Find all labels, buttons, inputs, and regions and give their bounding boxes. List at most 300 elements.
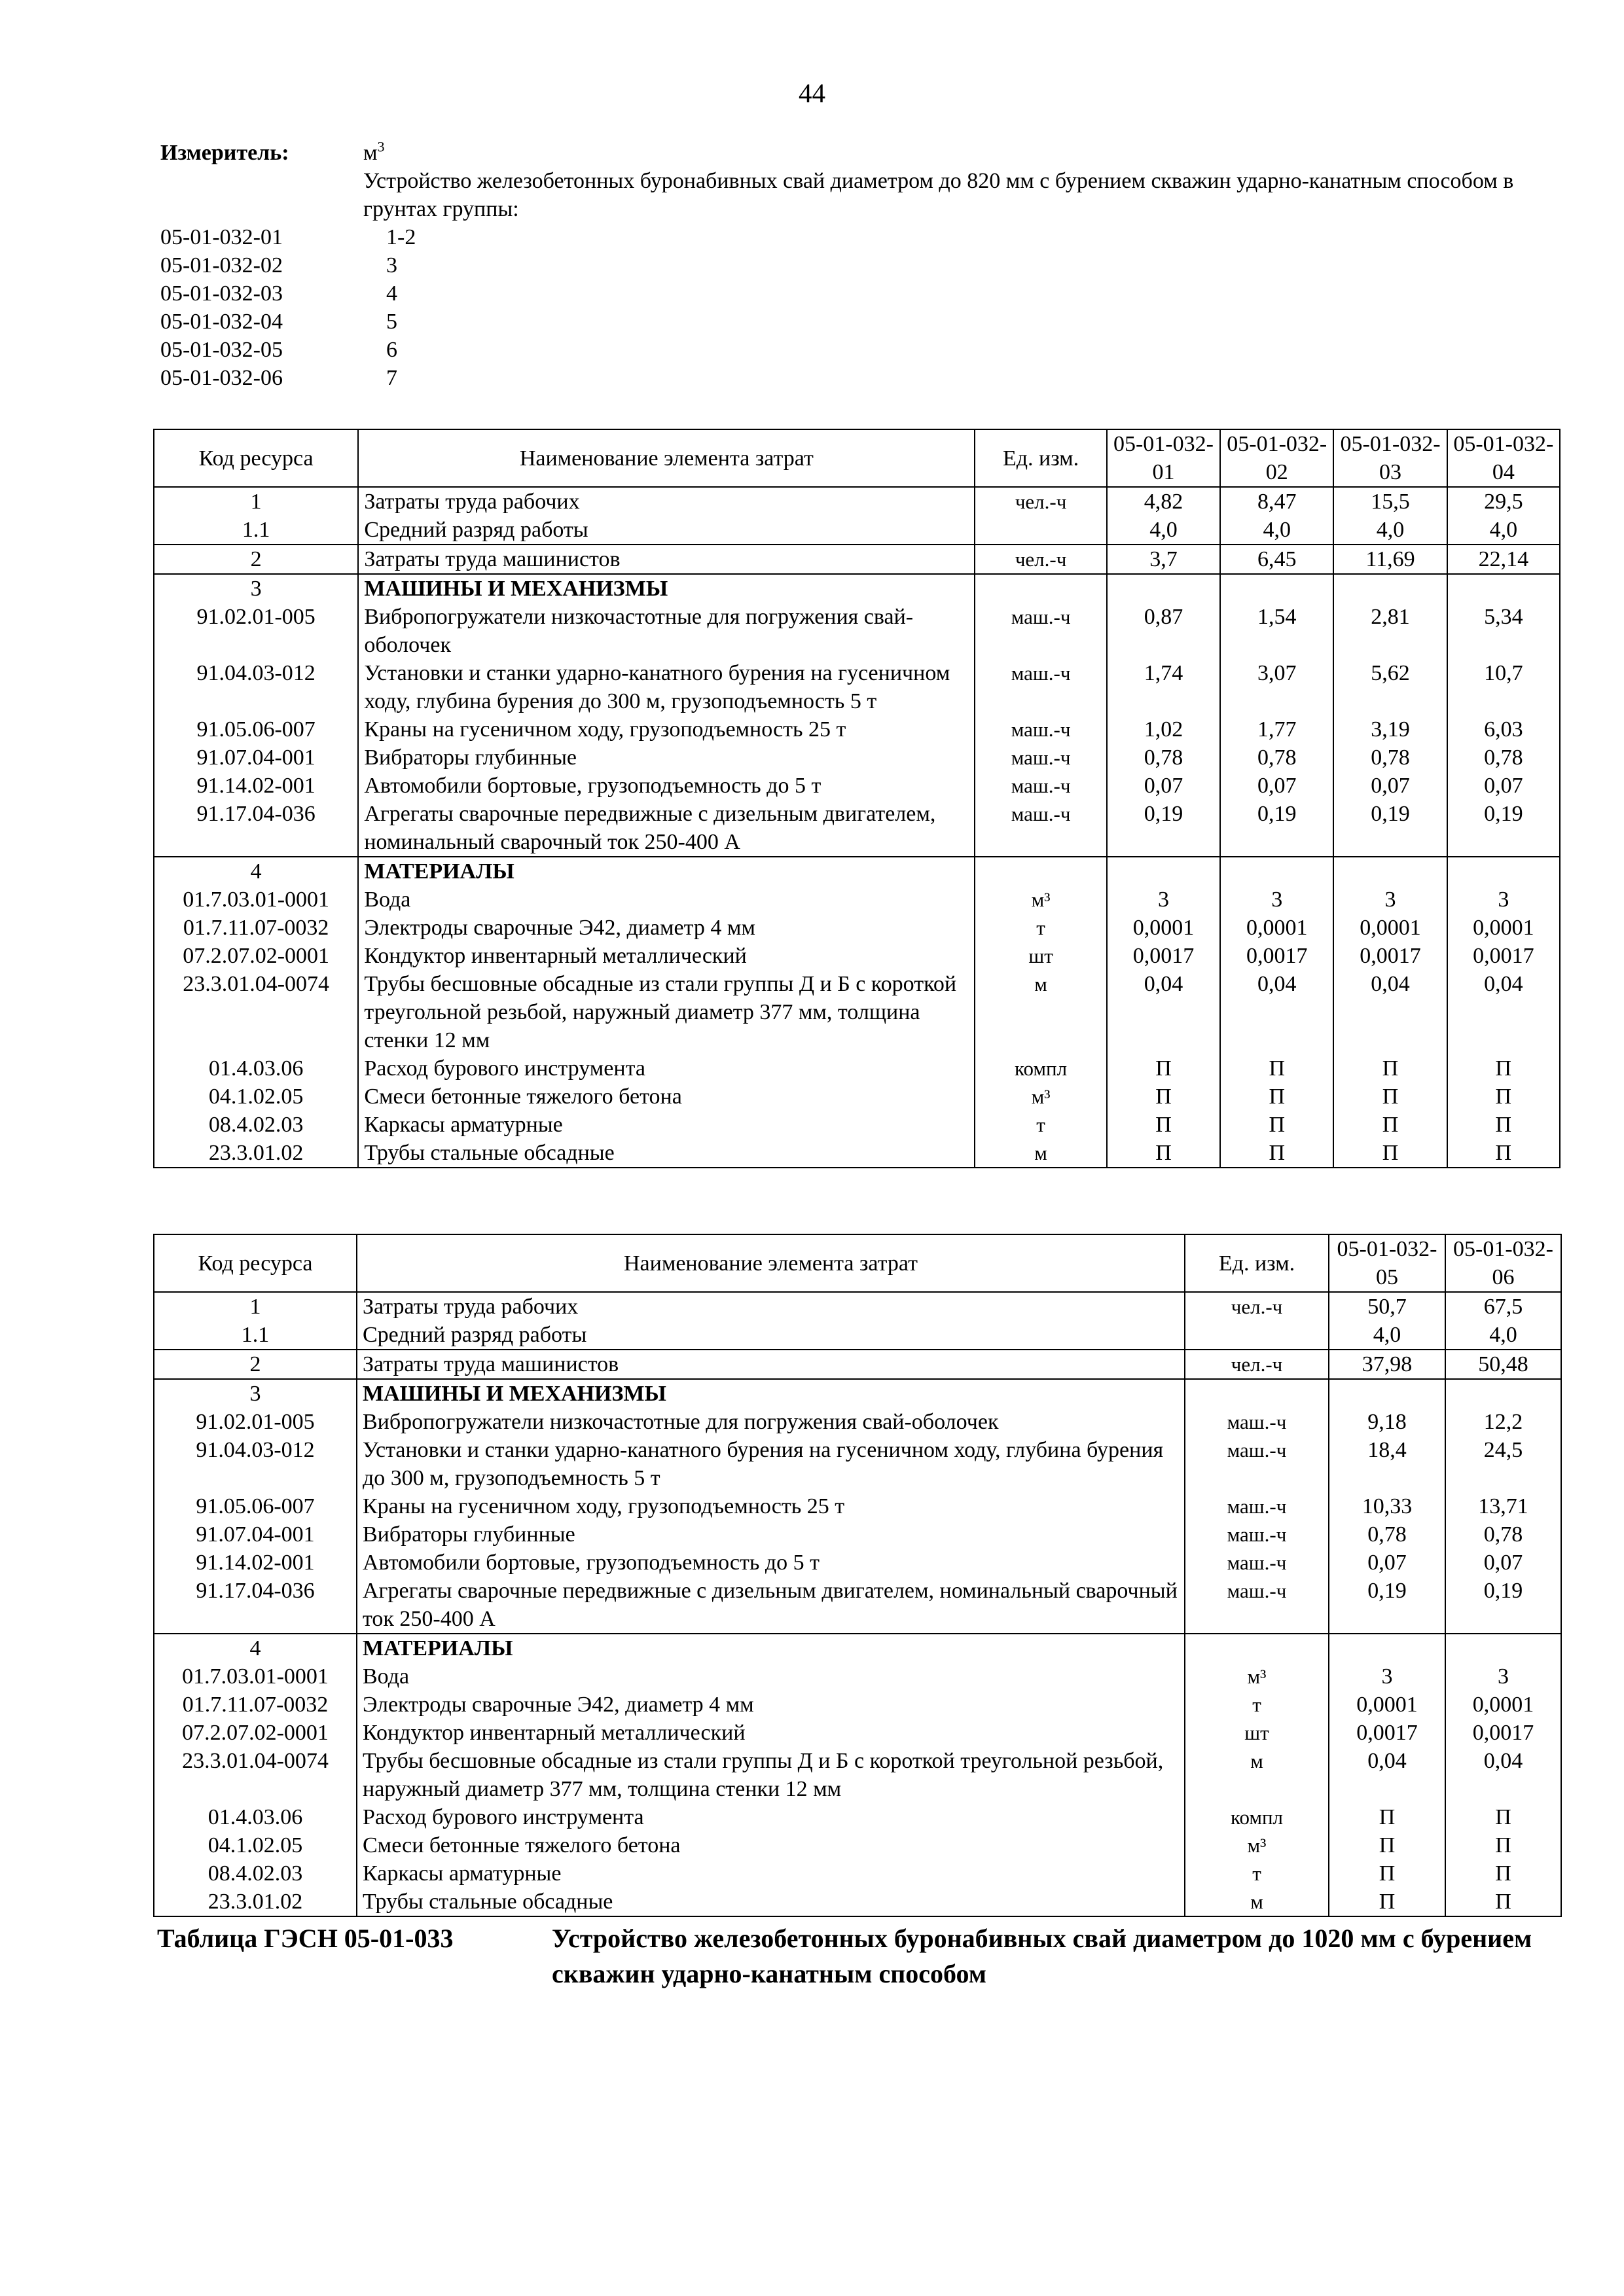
resource-value: П (1329, 1831, 1445, 1859)
resource-code: 1 (154, 487, 358, 516)
resource-unit (975, 857, 1107, 886)
resource-value: 6,45 (1220, 545, 1333, 574)
resource-value (1333, 574, 1447, 603)
resource-value: 0,19 (1445, 1577, 1561, 1634)
resource-value: 0,19 (1329, 1577, 1445, 1634)
resource-code: 04.1.02.05 (154, 1083, 358, 1111)
table-row (154, 1719, 1561, 1747)
resource-value: 1,54 (1220, 603, 1333, 659)
resource-value: 0,0001 (1447, 914, 1560, 942)
page-number: 44 (799, 78, 825, 108)
resource-name: Установки и станки ударно-канатного бурения на гусеничном ходу, глубина бурения до 300 м, грузоподъемность 5 т (357, 1436, 1185, 1492)
table-row (154, 1831, 1561, 1859)
resource-code: 01.7.03.01-0001 (154, 886, 358, 914)
resource-table-1 (153, 429, 1561, 1168)
header-col: 05-01-032-05 (1329, 1234, 1445, 1292)
resource-name: МАТЕРИАЛЫ (358, 857, 975, 886)
table-row (154, 1321, 1561, 1350)
resource-name: Смеси бетонные тяжелого бетона (358, 1083, 975, 1111)
resource-unit: м (975, 970, 1107, 1054)
resource-value: П (1445, 1803, 1561, 1831)
table-row (154, 1139, 1560, 1168)
resource-value: 1,74 (1107, 659, 1220, 715)
header-code: Код ресурса (154, 1234, 357, 1292)
resource-name: Трубы стальные обсадные (358, 1139, 975, 1168)
resource-value (1220, 857, 1333, 886)
resource-code: 04.1.02.05 (154, 1831, 357, 1859)
measure-code-row (160, 279, 1535, 308)
resource-value (1447, 574, 1560, 603)
measure-code-row (160, 364, 1535, 392)
resource-value: 4,82 (1107, 487, 1220, 516)
table-row (154, 715, 1560, 744)
resource-unit: маш.-ч (1185, 1492, 1329, 1520)
resource-name: Установки и станки ударно-канатного бурения на гусеничном ходу, глубина бурения до 300 м, грузоподъемность 5 т (358, 659, 975, 715)
resource-unit: маш.-ч (975, 659, 1107, 715)
resource-value: 0,0017 (1333, 942, 1447, 970)
resource-value: 67,5 (1445, 1292, 1561, 1321)
resource-value (1220, 574, 1333, 603)
resource-unit: т (975, 914, 1107, 942)
resource-value: 1,77 (1220, 715, 1333, 744)
resource-value: П (1445, 1888, 1561, 1916)
resource-code: 91.04.03-012 (154, 1436, 357, 1492)
resource-value: 11,69 (1333, 545, 1447, 574)
resource-unit: м³ (1185, 1831, 1329, 1859)
resource-value: 0,78 (1220, 744, 1333, 772)
measure-soil-group: 5 (386, 310, 397, 334)
resource-code: 23.3.01.04-0074 (154, 1747, 357, 1803)
resource-name: Средний разряд работы (357, 1321, 1185, 1350)
table-row (154, 1350, 1561, 1379)
resource-code: 4 (154, 1634, 357, 1662)
resource-value: 22,14 (1447, 545, 1560, 574)
resource-value: П (1329, 1859, 1445, 1888)
resource-name: Вода (358, 886, 975, 914)
next-table-caption (157, 1921, 1545, 1992)
header-unit: Ед. изм. (1185, 1234, 1329, 1292)
resource-value: 0,19 (1107, 800, 1220, 857)
resource-value: П (1447, 1139, 1560, 1168)
measure-code: 05-01-032-05 (160, 338, 283, 362)
table-row (154, 1803, 1561, 1831)
header-col: 05-01-032-06 (1445, 1234, 1561, 1292)
resource-value: 0,0017 (1329, 1719, 1445, 1747)
table-row (154, 1408, 1561, 1436)
measure-code: 05-01-032-06 (160, 366, 283, 390)
resource-value: 4,0 (1445, 1321, 1561, 1350)
header-name: Наименование элемента затрат (358, 429, 975, 487)
header-name: Наименование элемента затрат (357, 1234, 1185, 1292)
resource-value: П (1333, 1054, 1447, 1083)
table-row (154, 1054, 1560, 1083)
table-row (154, 1083, 1560, 1111)
resource-value: 0,04 (1329, 1747, 1445, 1803)
resource-value: 12,2 (1445, 1408, 1561, 1436)
measure-code: 05-01-032-01 (160, 225, 283, 249)
table-row (154, 800, 1560, 857)
resource-code: 1.1 (154, 1321, 357, 1350)
resource-name: Вибраторы глубинные (357, 1520, 1185, 1549)
measure-code-row (160, 336, 1535, 364)
resource-code: 91.05.06-007 (154, 715, 358, 744)
resource-value: 37,98 (1329, 1350, 1445, 1379)
resource-value: 0,78 (1333, 744, 1447, 772)
resource-value (1107, 574, 1220, 603)
resource-value: 50,7 (1329, 1292, 1445, 1321)
measure-block (160, 139, 1535, 392)
measure-soil-group: 1-2 (386, 225, 416, 249)
resource-value: 3 (1107, 886, 1220, 914)
resource-code: 08.4.02.03 (154, 1111, 358, 1139)
resource-unit: м (1185, 1888, 1329, 1916)
resource-value: 0,0001 (1220, 914, 1333, 942)
resource-code: 3 (154, 574, 358, 603)
resource-unit (975, 574, 1107, 603)
resource-code: 1 (154, 1292, 357, 1321)
resource-value: 3,07 (1220, 659, 1333, 715)
resource-unit: маш.-ч (1185, 1549, 1329, 1577)
resource-unit: маш.-ч (975, 800, 1107, 857)
resource-value: П (1329, 1888, 1445, 1916)
resource-code: 91.14.02-001 (154, 772, 358, 800)
measure-code-list (160, 223, 1535, 392)
resource-value: 24,5 (1445, 1436, 1561, 1492)
resource-value (1107, 857, 1220, 886)
table-row (154, 1549, 1561, 1577)
resource-value: 10,7 (1447, 659, 1560, 715)
resource-value: 0,0017 (1447, 942, 1560, 970)
resource-value: 0,78 (1445, 1520, 1561, 1549)
resource-value: П (1447, 1083, 1560, 1111)
resource-unit: т (1185, 1691, 1329, 1719)
table-row (154, 545, 1560, 574)
resource-value: 0,04 (1445, 1747, 1561, 1803)
measure-code: 05-01-032-04 (160, 310, 283, 334)
table-row (154, 1888, 1561, 1916)
resource-name: Трубы бесшовные обсадные из стали группы Д и Б с короткой треугольной резьбой, наружный диаметр 377 мм, толщина стенки 12 мм (358, 970, 975, 1054)
resource-value (1445, 1634, 1561, 1662)
resource-value: 0,04 (1220, 970, 1333, 1054)
resource-code: 01.7.11.07-0032 (154, 1691, 357, 1719)
resource-value: 18,4 (1329, 1436, 1445, 1492)
resource-unit: т (1185, 1859, 1329, 1888)
resource-name: Трубы бесшовные обсадные из стали группы Д и Б с короткой треугольной резьбой, наружный диаметр 377 мм, толщина стенки 12 мм (357, 1747, 1185, 1803)
resource-unit: т (975, 1111, 1107, 1139)
resource-value: 3,7 (1107, 545, 1220, 574)
resource-name: Средний разряд работы (358, 516, 975, 545)
resource-name: МАШИНЫ И МЕХАНИЗМЫ (358, 574, 975, 603)
table-row (154, 1577, 1561, 1634)
resource-unit: м³ (1185, 1662, 1329, 1691)
resource-code: 07.2.07.02-0001 (154, 1719, 357, 1747)
resource-unit (1185, 1379, 1329, 1408)
table-row (154, 1520, 1561, 1549)
resource-code: 01.7.11.07-0032 (154, 914, 358, 942)
resource-value: 0,07 (1329, 1549, 1445, 1577)
resource-value: 0,0001 (1333, 914, 1447, 942)
table-row (154, 1662, 1561, 1691)
resource-name: Затраты труда рабочих (357, 1292, 1185, 1321)
resource-name: Кондуктор инвентарный металлический (358, 942, 975, 970)
header-col: 05-01-032-01 (1107, 429, 1220, 487)
measure-code-row (160, 223, 1535, 251)
measure-code: 05-01-032-02 (160, 253, 283, 278)
resource-code: 4 (154, 857, 358, 886)
resource-unit: м³ (975, 886, 1107, 914)
resource-code: 23.3.01.02 (154, 1139, 358, 1168)
resource-unit: шт (975, 942, 1107, 970)
resource-table-2 (153, 1234, 1562, 1917)
measure-soil-group: 6 (386, 338, 397, 362)
resource-value: 3 (1329, 1662, 1445, 1691)
resource-value: 0,78 (1107, 744, 1220, 772)
measure-soil-group: 3 (386, 253, 397, 278)
resource-value: 0,19 (1447, 800, 1560, 857)
resource-value: П (1220, 1111, 1333, 1139)
resource-name: Краны на гусеничном ходу, грузоподъемность 25 т (358, 715, 975, 744)
resource-name: Кондуктор инвентарный металлический (357, 1719, 1185, 1747)
table-row (154, 603, 1560, 659)
resource-unit: маш.-ч (1185, 1436, 1329, 1492)
resource-value: 0,78 (1447, 744, 1560, 772)
table-row (154, 772, 1560, 800)
table-row (154, 659, 1560, 715)
resource-value: 15,5 (1333, 487, 1447, 516)
resource-code: 91.14.02-001 (154, 1549, 357, 1577)
resource-value: 3 (1220, 886, 1333, 914)
resource-value: 0,07 (1333, 772, 1447, 800)
resource-value: П (1333, 1139, 1447, 1168)
resource-value: 0,04 (1333, 970, 1447, 1054)
resource-code: 91.07.04-001 (154, 1520, 357, 1549)
resource-unit (1185, 1634, 1329, 1662)
table-row (154, 487, 1560, 516)
resource-code: 91.17.04-036 (154, 1577, 357, 1634)
table-row (154, 1634, 1561, 1662)
table-row (154, 1492, 1561, 1520)
table-row (154, 886, 1560, 914)
resource-unit: компл (1185, 1803, 1329, 1831)
resource-unit: маш.-ч (975, 772, 1107, 800)
resource-name: Агрегаты сварочные передвижные с дизельным двигателем, номинальный сварочный ток 250-400 А (357, 1577, 1185, 1634)
resource-code: 1.1 (154, 516, 358, 545)
resource-value: 29,5 (1447, 487, 1560, 516)
resource-value (1333, 857, 1447, 886)
resource-value: П (1329, 1803, 1445, 1831)
resource-unit: м (1185, 1747, 1329, 1803)
resource-value: 0,19 (1220, 800, 1333, 857)
resource-value: 5,34 (1447, 603, 1560, 659)
resource-value: 6,03 (1447, 715, 1560, 744)
resource-name: Вода (357, 1662, 1185, 1691)
resource-value: 0,87 (1107, 603, 1220, 659)
resource-value: 0,07 (1447, 772, 1560, 800)
resource-value: 9,18 (1329, 1408, 1445, 1436)
resource-unit: чел.-ч (1185, 1350, 1329, 1379)
table-row (154, 970, 1560, 1054)
resource-value: 8,47 (1220, 487, 1333, 516)
resource-unit: чел.-ч (975, 487, 1107, 516)
resource-value: 4,0 (1220, 516, 1333, 545)
resource-code: 3 (154, 1379, 357, 1408)
resource-value: 4,0 (1329, 1321, 1445, 1350)
resource-value: 0,04 (1107, 970, 1220, 1054)
resource-value: 0,0001 (1329, 1691, 1445, 1719)
resource-value: П (1333, 1083, 1447, 1111)
resource-name: Затраты труда машинистов (358, 545, 975, 574)
resource-code: 01.4.03.06 (154, 1803, 357, 1831)
resource-code: 01.7.03.01-0001 (154, 1662, 357, 1691)
resource-unit: м (975, 1139, 1107, 1168)
resource-unit: маш.-ч (975, 715, 1107, 744)
resource-unit (1185, 1321, 1329, 1350)
resource-code: 91.05.06-007 (154, 1492, 357, 1520)
resource-value: 4,0 (1107, 516, 1220, 545)
resource-value: П (1445, 1859, 1561, 1888)
table-row (154, 942, 1560, 970)
resource-name: Вибропогружатели низкочастотные для погружения свай-оболочек (357, 1408, 1185, 1436)
resource-value (1329, 1379, 1445, 1408)
resource-name: МАШИНЫ И МЕХАНИЗМЫ (357, 1379, 1185, 1408)
resource-name: Расход бурового инструмента (357, 1803, 1185, 1831)
resource-unit: маш.-ч (975, 744, 1107, 772)
resource-value (1445, 1379, 1561, 1408)
resource-value: 0,78 (1329, 1520, 1445, 1549)
resource-value: 3 (1445, 1662, 1561, 1691)
resource-code: 01.4.03.06 (154, 1054, 358, 1083)
resource-code: 91.02.01-005 (154, 1408, 357, 1436)
caption-label: Таблица ГЭСН 05-01-033 (157, 1924, 454, 1953)
resource-unit: чел.-ч (1185, 1292, 1329, 1321)
measure-description: Устройство железобетонных буронабивных свай диаметром до 820 мм с бурением скважин ударно-канатным способом в грунтах группы: (363, 169, 1514, 221)
resource-value: П (1220, 1139, 1333, 1168)
resource-code: 2 (154, 545, 358, 574)
resource-code: 07.2.07.02-0001 (154, 942, 358, 970)
resource-unit: маш.-ч (1185, 1520, 1329, 1549)
header-unit: Ед. изм. (975, 429, 1107, 487)
resource-name: Краны на гусеничном ходу, грузоподъемность 25 т (357, 1492, 1185, 1520)
resource-value: 0,0017 (1220, 942, 1333, 970)
resource-value: П (1107, 1111, 1220, 1139)
resource-unit: шт (1185, 1719, 1329, 1747)
resource-name: Вибраторы глубинные (358, 744, 975, 772)
resource-value: 4,0 (1333, 516, 1447, 545)
resource-value: 0,07 (1220, 772, 1333, 800)
resource-code: 91.04.03-012 (154, 659, 358, 715)
resource-name: МАТЕРИАЛЫ (357, 1634, 1185, 1662)
resource-value (1329, 1634, 1445, 1662)
table-row (154, 1111, 1560, 1139)
resource-name: Смеси бетонные тяжелого бетона (357, 1831, 1185, 1859)
resource-value: 50,48 (1445, 1350, 1561, 1379)
header-col: 05-01-032-03 (1333, 429, 1447, 487)
header-col: 05-01-032-02 (1220, 429, 1333, 487)
resource-value: П (1447, 1111, 1560, 1139)
resource-unit: маш.-ч (1185, 1577, 1329, 1634)
resource-value: П (1107, 1054, 1220, 1083)
resource-value: 5,62 (1333, 659, 1447, 715)
resource-value: П (1107, 1083, 1220, 1111)
resource-value: 0,0017 (1445, 1719, 1561, 1747)
resource-value: П (1220, 1083, 1333, 1111)
resource-value: 10,33 (1329, 1492, 1445, 1520)
measure-code: 05-01-032-03 (160, 281, 283, 306)
resource-value: 13,71 (1445, 1492, 1561, 1520)
resource-name: Затраты труда рабочих (358, 487, 975, 516)
resource-unit: компл (975, 1054, 1107, 1083)
resource-value: 2,81 (1333, 603, 1447, 659)
resource-value: 3 (1447, 886, 1560, 914)
resource-value: 0,07 (1445, 1549, 1561, 1577)
measure-code-row (160, 308, 1535, 336)
resource-value: П (1447, 1054, 1560, 1083)
measure-code-row (160, 251, 1535, 279)
resource-unit: маш.-ч (975, 603, 1107, 659)
resource-value: П (1220, 1054, 1333, 1083)
resource-name: Каркасы арматурные (357, 1859, 1185, 1888)
table-row (154, 857, 1560, 886)
resource-value: 4,0 (1447, 516, 1560, 545)
resource-name: Автомобили бортовые, грузоподъемность до 5 т (357, 1549, 1185, 1577)
resource-value: П (1107, 1139, 1220, 1168)
resource-code: 08.4.02.03 (154, 1859, 357, 1888)
resource-value: 3,19 (1333, 715, 1447, 744)
measure-unit: $м^3$ (363, 138, 385, 165)
measure-soil-group: 7 (386, 366, 397, 390)
resource-name: Каркасы арматурные (358, 1111, 975, 1139)
measure-soil-group: 4 (386, 281, 397, 306)
resource-unit: маш.-ч (1185, 1408, 1329, 1436)
measure-label: Измеритель: (160, 141, 289, 165)
resource-value: 0,0001 (1445, 1691, 1561, 1719)
resource-name: Электроды сварочные Э42, диаметр 4 мм (358, 914, 975, 942)
table-row (154, 1292, 1561, 1321)
table-row (154, 1379, 1561, 1408)
resource-name: Затраты труда машинистов (357, 1350, 1185, 1379)
resource-name: Автомобили бортовые, грузоподъемность до 5 т (358, 772, 975, 800)
resource-value: 0,04 (1447, 970, 1560, 1054)
resource-code: 2 (154, 1350, 357, 1379)
table-row (154, 1436, 1561, 1492)
resource-value: П (1333, 1111, 1447, 1139)
resource-value: 0,0017 (1107, 942, 1220, 970)
resource-value: 0,19 (1333, 800, 1447, 857)
table-row (154, 516, 1560, 545)
resource-unit (975, 516, 1107, 545)
resource-name: Агрегаты сварочные передвижные с дизельным двигателем, номинальный сварочный ток 250-400 А (358, 800, 975, 857)
caption-text: Устройство железобетонных буронабивных свай диаметром до 1020 мм с бурением скважин ударно-канатным способом (552, 1924, 1532, 1988)
table-row (154, 1747, 1561, 1803)
header-col: 05-01-032-04 (1447, 429, 1560, 487)
header-code: Код ресурса (154, 429, 358, 487)
resource-unit: чел.-ч (975, 545, 1107, 574)
table-row (154, 914, 1560, 942)
resource-unit: м³ (975, 1083, 1107, 1111)
table-row (154, 574, 1560, 603)
resource-value: 1,02 (1107, 715, 1220, 744)
resource-code: 91.02.01-005 (154, 603, 358, 659)
table-row (154, 1691, 1561, 1719)
resource-value (1447, 857, 1560, 886)
resource-code: 23.3.01.02 (154, 1888, 357, 1916)
resource-value: 0,0001 (1107, 914, 1220, 942)
table-row (154, 1859, 1561, 1888)
resource-name: Электроды сварочные Э42, диаметр 4 мм (357, 1691, 1185, 1719)
resource-code: 91.17.04-036 (154, 800, 358, 857)
resource-code: 91.07.04-001 (154, 744, 358, 772)
resource-value: 0,07 (1107, 772, 1220, 800)
